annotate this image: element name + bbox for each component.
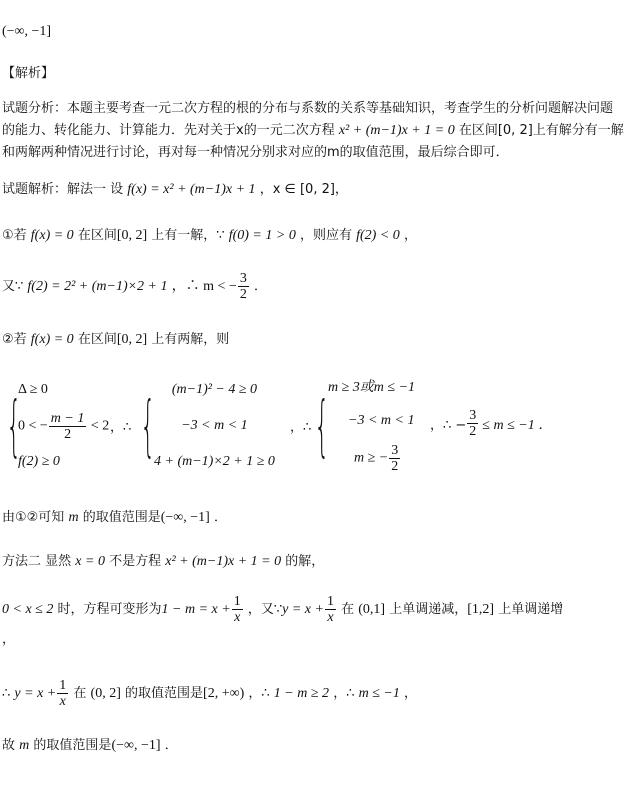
- final-var: m: [19, 738, 30, 753]
- method-two-range-interval: (0, 2]: [90, 686, 121, 701]
- fraction-denominator: 2: [391, 459, 399, 474]
- conclusion-one-tail: ．: [213, 510, 227, 525]
- function-domain: ，x ∈ [0, 2]，: [259, 182, 348, 197]
- method-two-range-text-1: 在: [73, 686, 87, 701]
- case-one-result-lead: 又∵: [2, 279, 24, 294]
- answer-line: [2, 22, 626, 42]
- system-two-rows: [154, 380, 275, 472]
- final-tail: ．: [164, 738, 178, 753]
- method-two-comma: ，: [2, 632, 16, 647]
- system-two-axis: −3 < m < 1: [181, 418, 248, 433]
- system-one-row-1: [18, 380, 109, 400]
- therefore-2: ，∴: [290, 420, 312, 435]
- analysis-paragraph: [2, 98, 626, 164]
- fraction-numerator: 3: [469, 408, 477, 423]
- result-range: ≤ m ≤ −1 ．: [482, 417, 553, 433]
- conclusion-one-var: m: [68, 510, 79, 525]
- system-two-row-1: [172, 380, 257, 400]
- case-two-line: [2, 330, 626, 350]
- left-brace: {: [314, 387, 330, 464]
- system-three-axis: −3 < m < 1: [348, 412, 415, 428]
- system-two-row-3: [154, 452, 275, 472]
- solution-label: 试题解析：解法一 设: [2, 182, 124, 197]
- final-mid: 的取值范围是: [33, 738, 112, 753]
- method-two-range-inequality: 1 − m ≥ 2: [273, 686, 330, 701]
- method-two-equation: x² + (m−1)x + 1 = 0: [165, 554, 282, 569]
- inequality-systems: [2, 376, 626, 476]
- fraction-numerator: m − 1: [50, 410, 85, 426]
- fraction-numerator: 1: [233, 594, 241, 609]
- system-two-row-2: [181, 416, 247, 436]
- case-one-text-1: 在区间: [77, 228, 117, 243]
- section-title: 【解析】: [2, 66, 55, 81]
- system-one: [2, 376, 109, 476]
- case-one-result-expr: f(2) = 2² + (m−1)×2 + 1: [27, 279, 168, 294]
- case-one-text-2: 上有一解，∵: [151, 228, 225, 243]
- fraction-denominator: 2: [239, 287, 247, 302]
- method-two-lead: 方法二 显然: [2, 554, 72, 569]
- fraction-denominator: 2: [469, 424, 477, 439]
- system-three-bound: m ≥ −: [354, 450, 389, 466]
- method-two-condition: 0 < x ≤ 2: [2, 602, 54, 617]
- case-one-condition: f(x) = 0: [30, 228, 74, 243]
- case-two-condition: f(x) = 0: [30, 332, 74, 347]
- left-brace: {: [140, 387, 156, 464]
- fraction-denominator: x: [234, 610, 241, 625]
- result-fraction: [467, 408, 478, 439]
- case-one-result-line: [2, 270, 626, 304]
- case-one-interval: [0, 2]: [116, 228, 148, 243]
- final-range: (−∞, −1]: [111, 738, 161, 753]
- system-one-row-3: [18, 452, 109, 472]
- system-one-upper: < 2: [90, 418, 110, 434]
- system-one-delta: Δ ≥ 0: [18, 382, 48, 397]
- system-two-value: 4 + (m−1)×2 + 1 ≥ 0: [154, 454, 275, 469]
- solution-start: [2, 180, 626, 200]
- method-two-range-function: y = x +: [14, 686, 57, 701]
- final-text: 故: [2, 738, 16, 753]
- system-three-row-3: [328, 443, 401, 474]
- system-one-f2: f(2) ≥ 0: [18, 454, 60, 469]
- fraction-denominator: x: [327, 610, 334, 625]
- therefore-4: ∴: [2, 686, 11, 701]
- conclusion-one-text: 由①②可知: [2, 510, 65, 525]
- case-one-lead: ①若: [2, 228, 27, 243]
- therefore-3: ，∴ −: [430, 418, 467, 433]
- system-one-rows: [18, 380, 109, 472]
- case-two-text: 在区间: [77, 332, 117, 347]
- method-two-text-2: ，又∵: [247, 602, 283, 617]
- system-three-rows: [328, 378, 415, 474]
- case-one-tail: ，: [403, 228, 417, 243]
- fraction-one-over-x: [325, 594, 336, 625]
- final-range-case-two: [430, 408, 552, 439]
- system-one-fraction: [49, 411, 87, 442]
- method-two-range-value: [2, +∞): [203, 686, 245, 701]
- method-two-text-1: 时，方程可变形为: [57, 602, 162, 617]
- fraction-numerator: 1: [59, 678, 67, 693]
- final-conclusion: [2, 736, 626, 756]
- system-three-fraction: [389, 443, 400, 474]
- method-two-text-5: 上单调递增: [498, 602, 564, 617]
- method-two-range-tail: ，: [404, 686, 418, 701]
- fraction-numerator: 1: [326, 594, 334, 609]
- answer-range: (−∞, −1]: [2, 24, 52, 39]
- method-two-mid: 不是方程: [109, 554, 162, 569]
- case-one-text-3: ，则应有: [299, 228, 352, 243]
- system-two: [136, 376, 275, 476]
- conclusion-one-range: (−∞, −1]: [160, 510, 210, 525]
- case-two-lead: ②若: [2, 332, 27, 347]
- fraction-one-over-x: [232, 594, 243, 625]
- fraction-numerator: 3: [391, 443, 399, 458]
- case-two-tail: 上有两解，则: [151, 332, 230, 347]
- method-two-range: [2, 676, 626, 712]
- method-two-range-result: m ≤ −1: [358, 686, 400, 701]
- analysis-text-1: 本题主要考查一元二次方程的根的分布与系数的关系等基础知识，考查学生的分析问题解决问题的能力、转化能力、计算能力．先对关于x的一元二次方程: [2, 101, 614, 138]
- system-three: [310, 376, 415, 476]
- method-two-function: y = x +: [282, 602, 324, 617]
- case-one-result-tail: ．: [253, 279, 267, 294]
- method-two-tail: 的解，: [285, 554, 325, 569]
- fraction-one-over-x: [57, 678, 68, 709]
- system-two-discriminant: (m−1)² − 4 ≥ 0: [171, 382, 258, 397]
- therefore-1: ，∴: [110, 420, 132, 435]
- method-two-range-text-4: ，∴: [333, 686, 355, 701]
- fraction-numerator: 3: [239, 271, 247, 286]
- system-one-row-2: [18, 411, 109, 442]
- method-two-text-4: 上单调递减，: [389, 602, 468, 617]
- method-two-range-text-3: ，∴: [248, 686, 270, 701]
- method-two-interval-1: (0,1]: [358, 602, 386, 617]
- method-two-interval-2: [1,2]: [467, 602, 495, 617]
- method-two-x0: x = 0: [75, 554, 105, 569]
- system-one-bound: 0 < −: [18, 418, 48, 434]
- fraction-three-halves: [238, 271, 249, 302]
- method-two-range-text-2: 的取值范围是: [125, 686, 204, 701]
- system-three-row-1: [328, 378, 415, 398]
- method-two-transform: [2, 592, 626, 628]
- method-two-line: [2, 552, 626, 572]
- function-definition: f(x) = x² + (m−1)x + 1: [127, 182, 256, 197]
- analysis-label: 试题分析：: [2, 101, 68, 116]
- analysis-text-2: 在区间[0, 2]上有解分有一解和两解两种情况进行讨论，再对每一种情况分别求对应的m的取值范围，最后综合即可．: [2, 123, 624, 160]
- conclusion-one-mid: 的取值范围是: [82, 510, 161, 525]
- fraction-denominator: 2: [64, 426, 72, 442]
- case-two-interval: [0, 2]: [116, 332, 148, 347]
- method-two-text-3: 在: [341, 602, 355, 617]
- method-two-transform-eq: 1 − m = x +: [161, 602, 231, 617]
- case-one-f0: f(0) = 1 > 0: [228, 228, 296, 243]
- case-one-line: [2, 226, 626, 246]
- fraction-denominator: x: [59, 694, 66, 709]
- system-three-row-2: [328, 411, 414, 431]
- left-brace: {: [6, 387, 22, 464]
- case-one-f2: f(2) < 0: [356, 228, 400, 243]
- case-one-result-mid: ，∴ m < −: [171, 279, 237, 294]
- analysis-equation: x² + (m−1)x + 1 = 0: [338, 123, 455, 138]
- system-three-solution: m ≥ 3或m ≤ −1: [328, 380, 416, 395]
- conclusion-one: [2, 508, 626, 528]
